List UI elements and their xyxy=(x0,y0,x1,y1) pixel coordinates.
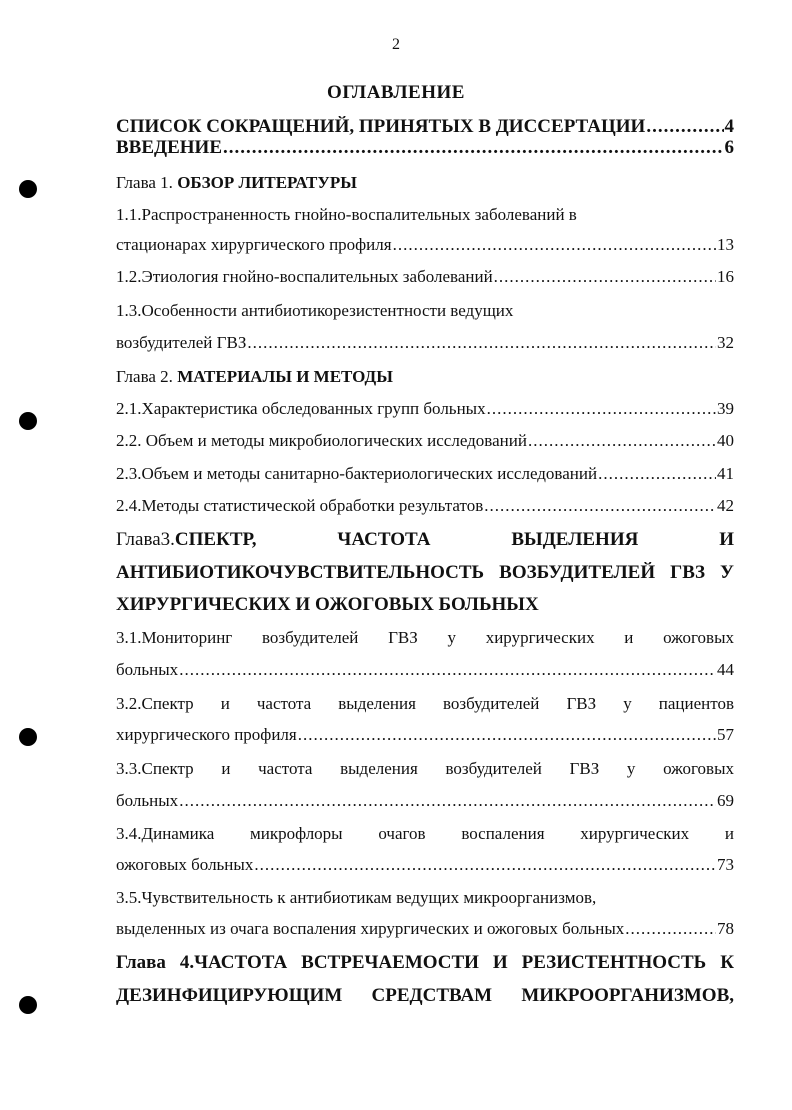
dot-leader xyxy=(298,724,716,746)
toc-entry-label: возбудителей ГВЗ xyxy=(116,333,247,352)
chapter-title: ОБЗОР ЛИТЕРАТУРЫ xyxy=(177,173,357,192)
toc-entry-page: 16 xyxy=(717,267,734,286)
page-number: 2 xyxy=(392,36,400,53)
toc-entry-label: стационарах хирургического профиля xyxy=(116,235,392,254)
toc-entry-label: ожоговых больных xyxy=(116,855,254,874)
toc-entry-page: 13 xyxy=(717,235,734,254)
chapter-4-heading-line1[interactable]: Глава 4.ЧАСТОТА ВСТРЕЧАЕМОСТИ И РЕЗИСТЕНТНОСТЬ К xyxy=(116,952,734,973)
toc-entry-3-3-line1[interactable]: 3.3.Спектр и частота выделения возбудителей ГВЗ у ожоговых xyxy=(116,759,734,778)
chapter-prefix: Глава3. xyxy=(116,529,175,550)
toc-entry-introduction[interactable] xyxy=(116,137,734,159)
toc-entry-3-4[interactable] xyxy=(116,854,734,876)
toc-entry-label: 2.1.Характеристика обследованных групп больных xyxy=(116,399,486,418)
dot-leader xyxy=(393,234,716,256)
chapter-1-heading[interactable] xyxy=(116,172,734,194)
toc-entry-1-2[interactable] xyxy=(116,266,734,288)
toc-entry-2-2[interactable] xyxy=(116,430,734,452)
chapter-3-heading-line1[interactable] xyxy=(116,529,734,551)
toc-entry-page: 32 xyxy=(717,333,734,352)
binding-hole xyxy=(19,180,37,198)
toc-entry-label: 2.2. Объем и методы микробиологических исследований xyxy=(116,431,527,450)
toc-entry-1-1[interactable] xyxy=(116,234,734,256)
dot-leader xyxy=(179,659,716,681)
chapter-4-heading-line2[interactable]: ДЕЗИНФИЦИРУЮЩИМ СРЕДСТВАМ МИКРООРГАНИЗМОВ, xyxy=(116,985,734,1006)
toc-entry-3-5-line1[interactable]: 3.5.Чувствительность к антибиотикам ведущих микроорганизмов, xyxy=(116,888,597,907)
toc-entry-label: ВВЕДЕНИЕ xyxy=(116,137,222,158)
binding-hole xyxy=(19,412,37,430)
chapter-title: МАТЕРИАЛЫ И МЕТОДЫ xyxy=(177,367,393,386)
toc-entry-3-5[interactable] xyxy=(116,918,734,940)
binding-hole xyxy=(19,728,37,746)
toc-entry-page: 6 xyxy=(724,137,734,158)
toc-entry-3-1-line1[interactable]: 3.1.Мониторинг возбудителей ГВЗ у хирургических и ожоговых xyxy=(116,628,734,647)
toc-entry-3-3[interactable] xyxy=(116,790,734,812)
toc-entry-label: СПИСОК СОКРАЩЕНИЙ, ПРИНЯТЫХ В ДИССЕРТАЦИИ xyxy=(116,116,646,137)
toc-entry-page: 41 xyxy=(717,464,734,483)
toc-entry-3-4-line1[interactable]: 3.4.Динамика микрофлоры очагов воспаления хирургических и xyxy=(116,824,734,843)
toc-entry-label: 1.2.Этиология гнойно-воспалительных заболеваний xyxy=(116,267,493,286)
chapter-title: СПЕКТР, ЧАСТОТА ВЫДЕЛЕНИЯ И xyxy=(174,529,734,550)
toc-entry-3-2-line1[interactable]: 3.2.Спектр и частота выделения возбудителей ГВЗ у пациентов xyxy=(116,694,734,713)
chapter-3-heading-line3[interactable]: ХИРУРГИЧЕСКИХ И ОЖОГОВЫХ БОЛЬНЫХ xyxy=(116,594,539,615)
chapter-2-heading[interactable] xyxy=(116,366,734,388)
page-title: ОГЛАВЛЕНИЕ xyxy=(327,82,465,103)
dot-leader xyxy=(223,137,724,159)
toc-entry-abbreviations[interactable] xyxy=(116,116,734,138)
dot-leader xyxy=(646,116,723,138)
toc-entry-label: 2.3.Объем и методы санитарно-бактериологических исследований xyxy=(116,464,598,483)
toc-entry-2-3[interactable] xyxy=(116,463,734,485)
binding-hole xyxy=(19,996,37,1014)
toc-entry-page: 57 xyxy=(717,725,734,744)
dot-leader xyxy=(484,495,716,517)
dot-leader xyxy=(528,430,716,452)
toc-entry-page: 42 xyxy=(717,496,734,515)
chapter-prefix: Глава 2. xyxy=(116,367,178,386)
toc-entry-2-4[interactable] xyxy=(116,495,734,517)
toc-entry-page: 44 xyxy=(717,660,734,679)
dot-leader xyxy=(179,790,716,812)
dot-leader xyxy=(487,398,716,420)
dot-leader xyxy=(247,332,716,354)
toc-entry-label: больных xyxy=(116,791,179,810)
toc-entry-label: хирургического профиля xyxy=(116,725,297,744)
toc-entry-3-2[interactable] xyxy=(116,724,734,746)
dot-leader xyxy=(625,918,716,940)
toc-entry-3-1[interactable] xyxy=(116,659,734,681)
toc-entry-page: 73 xyxy=(717,855,734,874)
toc-entry-page: 4 xyxy=(724,116,734,137)
dot-leader xyxy=(254,854,716,876)
toc-entry-1-3[interactable] xyxy=(116,332,734,354)
toc-entry-label: 2.4.Методы статистической обработки результатов xyxy=(116,496,484,515)
dot-leader xyxy=(598,463,716,485)
chapter-prefix: Глава 1. xyxy=(116,173,178,192)
toc-entry-page: 40 xyxy=(717,431,734,450)
toc-entry-page: 69 xyxy=(717,791,734,810)
toc-entry-2-1[interactable] xyxy=(116,398,734,420)
dot-leader xyxy=(494,266,716,288)
toc-entry-page: 78 xyxy=(717,919,734,938)
toc-entry-label: больных xyxy=(116,660,179,679)
toc-entry-1-3-line1[interactable]: 1.3.Особенности антибиотикорезистентности ведущих xyxy=(116,301,514,320)
toc-entry-label: выделенных из очага воспаления хирургических и ожоговых больных xyxy=(116,919,625,938)
chapter-3-heading-line2[interactable]: АНТИБИОТИКОЧУВСТВИТЕЛЬНОСТЬ ВОЗБУДИТЕЛЕЙ ГВЗ У xyxy=(116,562,734,583)
toc-entry-1-1-line1[interactable]: 1.1.Распространенность гнойно-воспалительных заболеваний в xyxy=(116,205,577,224)
toc-entry-page: 39 xyxy=(717,399,734,418)
